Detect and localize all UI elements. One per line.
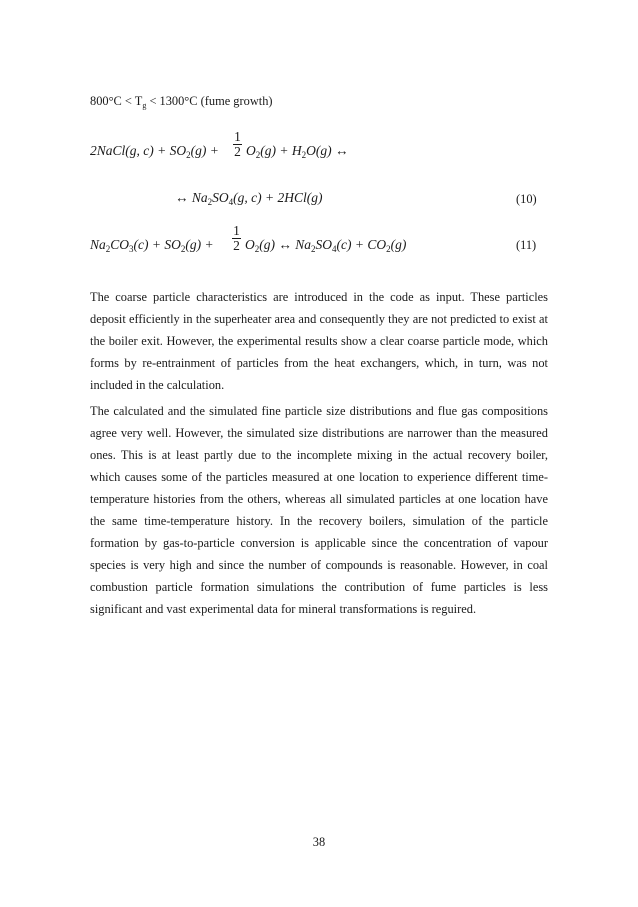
eq11-term: O xyxy=(245,237,255,252)
fraction-denominator: 2 xyxy=(234,144,241,159)
eq11-sub: 2 xyxy=(386,244,391,254)
eq11-term: (g) xyxy=(390,237,407,252)
eq10-sub: 4 xyxy=(228,197,234,207)
condition-prefix: 800°C < T xyxy=(90,94,143,108)
eq11-sub: 4 xyxy=(332,244,337,254)
eq10-term-c: O xyxy=(246,143,256,158)
eq11-term: (c) + CO xyxy=(336,237,387,252)
eq11-sub: 2 xyxy=(311,244,316,254)
eq10-term-d: (g) + H xyxy=(260,143,302,158)
condition-suffix: < 1300°C (fume growth) xyxy=(146,94,273,108)
eq11-term: (c) + SO xyxy=(133,237,181,252)
eq11-term: (g) + xyxy=(185,237,214,252)
eq10-sub: 2 xyxy=(301,150,307,160)
eq11-term: SO xyxy=(315,237,332,252)
equation-10-line1 xyxy=(90,143,219,160)
fraction-numerator: 1 xyxy=(234,129,241,144)
eq10-term-e: O(g) ↔ xyxy=(306,143,349,158)
paragraph-fine-particles xyxy=(90,400,548,620)
eq11-sub: 2 xyxy=(254,244,260,254)
fraction-numerator: 1 xyxy=(233,223,240,238)
paragraph-1-text: The coarse particle characteristics are introduced in the code as input. These particles deposit efficiently in the superheater area and consequently they are not predicted to exist at the boiler exit. However, the experimental results show a clear coarse particle mode, which forms by re-entrainment of particles from the heat exchangers, which, in turn, was not included in the calculation. xyxy=(90,290,548,392)
eq11-term: Na xyxy=(90,237,106,252)
eq10-term-g: SO xyxy=(212,190,229,205)
fraction-denominator: 2 xyxy=(233,238,240,253)
condition-subscript: g xyxy=(142,101,147,110)
paragraph-coarse-particles xyxy=(90,286,548,396)
page-number: 38 xyxy=(312,835,326,849)
equation-10-fraction xyxy=(233,130,242,159)
equation-10-number: (10) xyxy=(516,192,537,206)
eq10-term-a: 2NaCl(g, c) + SO xyxy=(90,143,187,158)
eq11-sub: 3 xyxy=(129,244,134,254)
eq10-sub: 2 xyxy=(255,150,261,160)
equation-10-line1-rest xyxy=(246,143,348,160)
paragraph-2-text: The calculated and the simulated fine particle size distributions and flue gas compositions agree very well. However, the simulated size distributions are narrower than the measured ones. This is at least partly due to the incomplete mixing in the actual recovery boiler, which causes some of the particles measured at one location to experience different time-temperature histories from the others, whereas all simulated particles at one location have the same time-temperature history. In the recovery boilers, simulation of the particle formation by gas-to-particle conversion is applicable since the concentration of vapour species is very high and since the number of compounds is reasonable. However, in coal combustion particle formation simulations the contribution of fume particles is less significant and vast experimental data for mineral transformations is reguired. xyxy=(90,404,548,616)
equation-11-number: (11) xyxy=(516,238,537,252)
eq10-sub: 2 xyxy=(207,197,213,207)
eq11-term: (g) ↔ Na xyxy=(259,237,311,252)
eq11-term: CO xyxy=(110,237,130,252)
eq11-sub: 2 xyxy=(180,244,186,254)
temperature-condition xyxy=(90,94,273,110)
eq10-sub: 2 xyxy=(186,150,191,160)
equation-11-left xyxy=(90,237,214,254)
eq10-term-b: (g) + xyxy=(190,143,219,158)
equation-10-line2 xyxy=(175,190,322,207)
equation-11-right xyxy=(245,237,406,254)
eq11-sub: 2 xyxy=(105,244,111,254)
eq10-term-f: ↔ Na xyxy=(175,190,208,205)
equation-11-fraction xyxy=(232,224,241,253)
eq10-term-h: (g, c) + 2HCl(g) xyxy=(233,190,323,205)
